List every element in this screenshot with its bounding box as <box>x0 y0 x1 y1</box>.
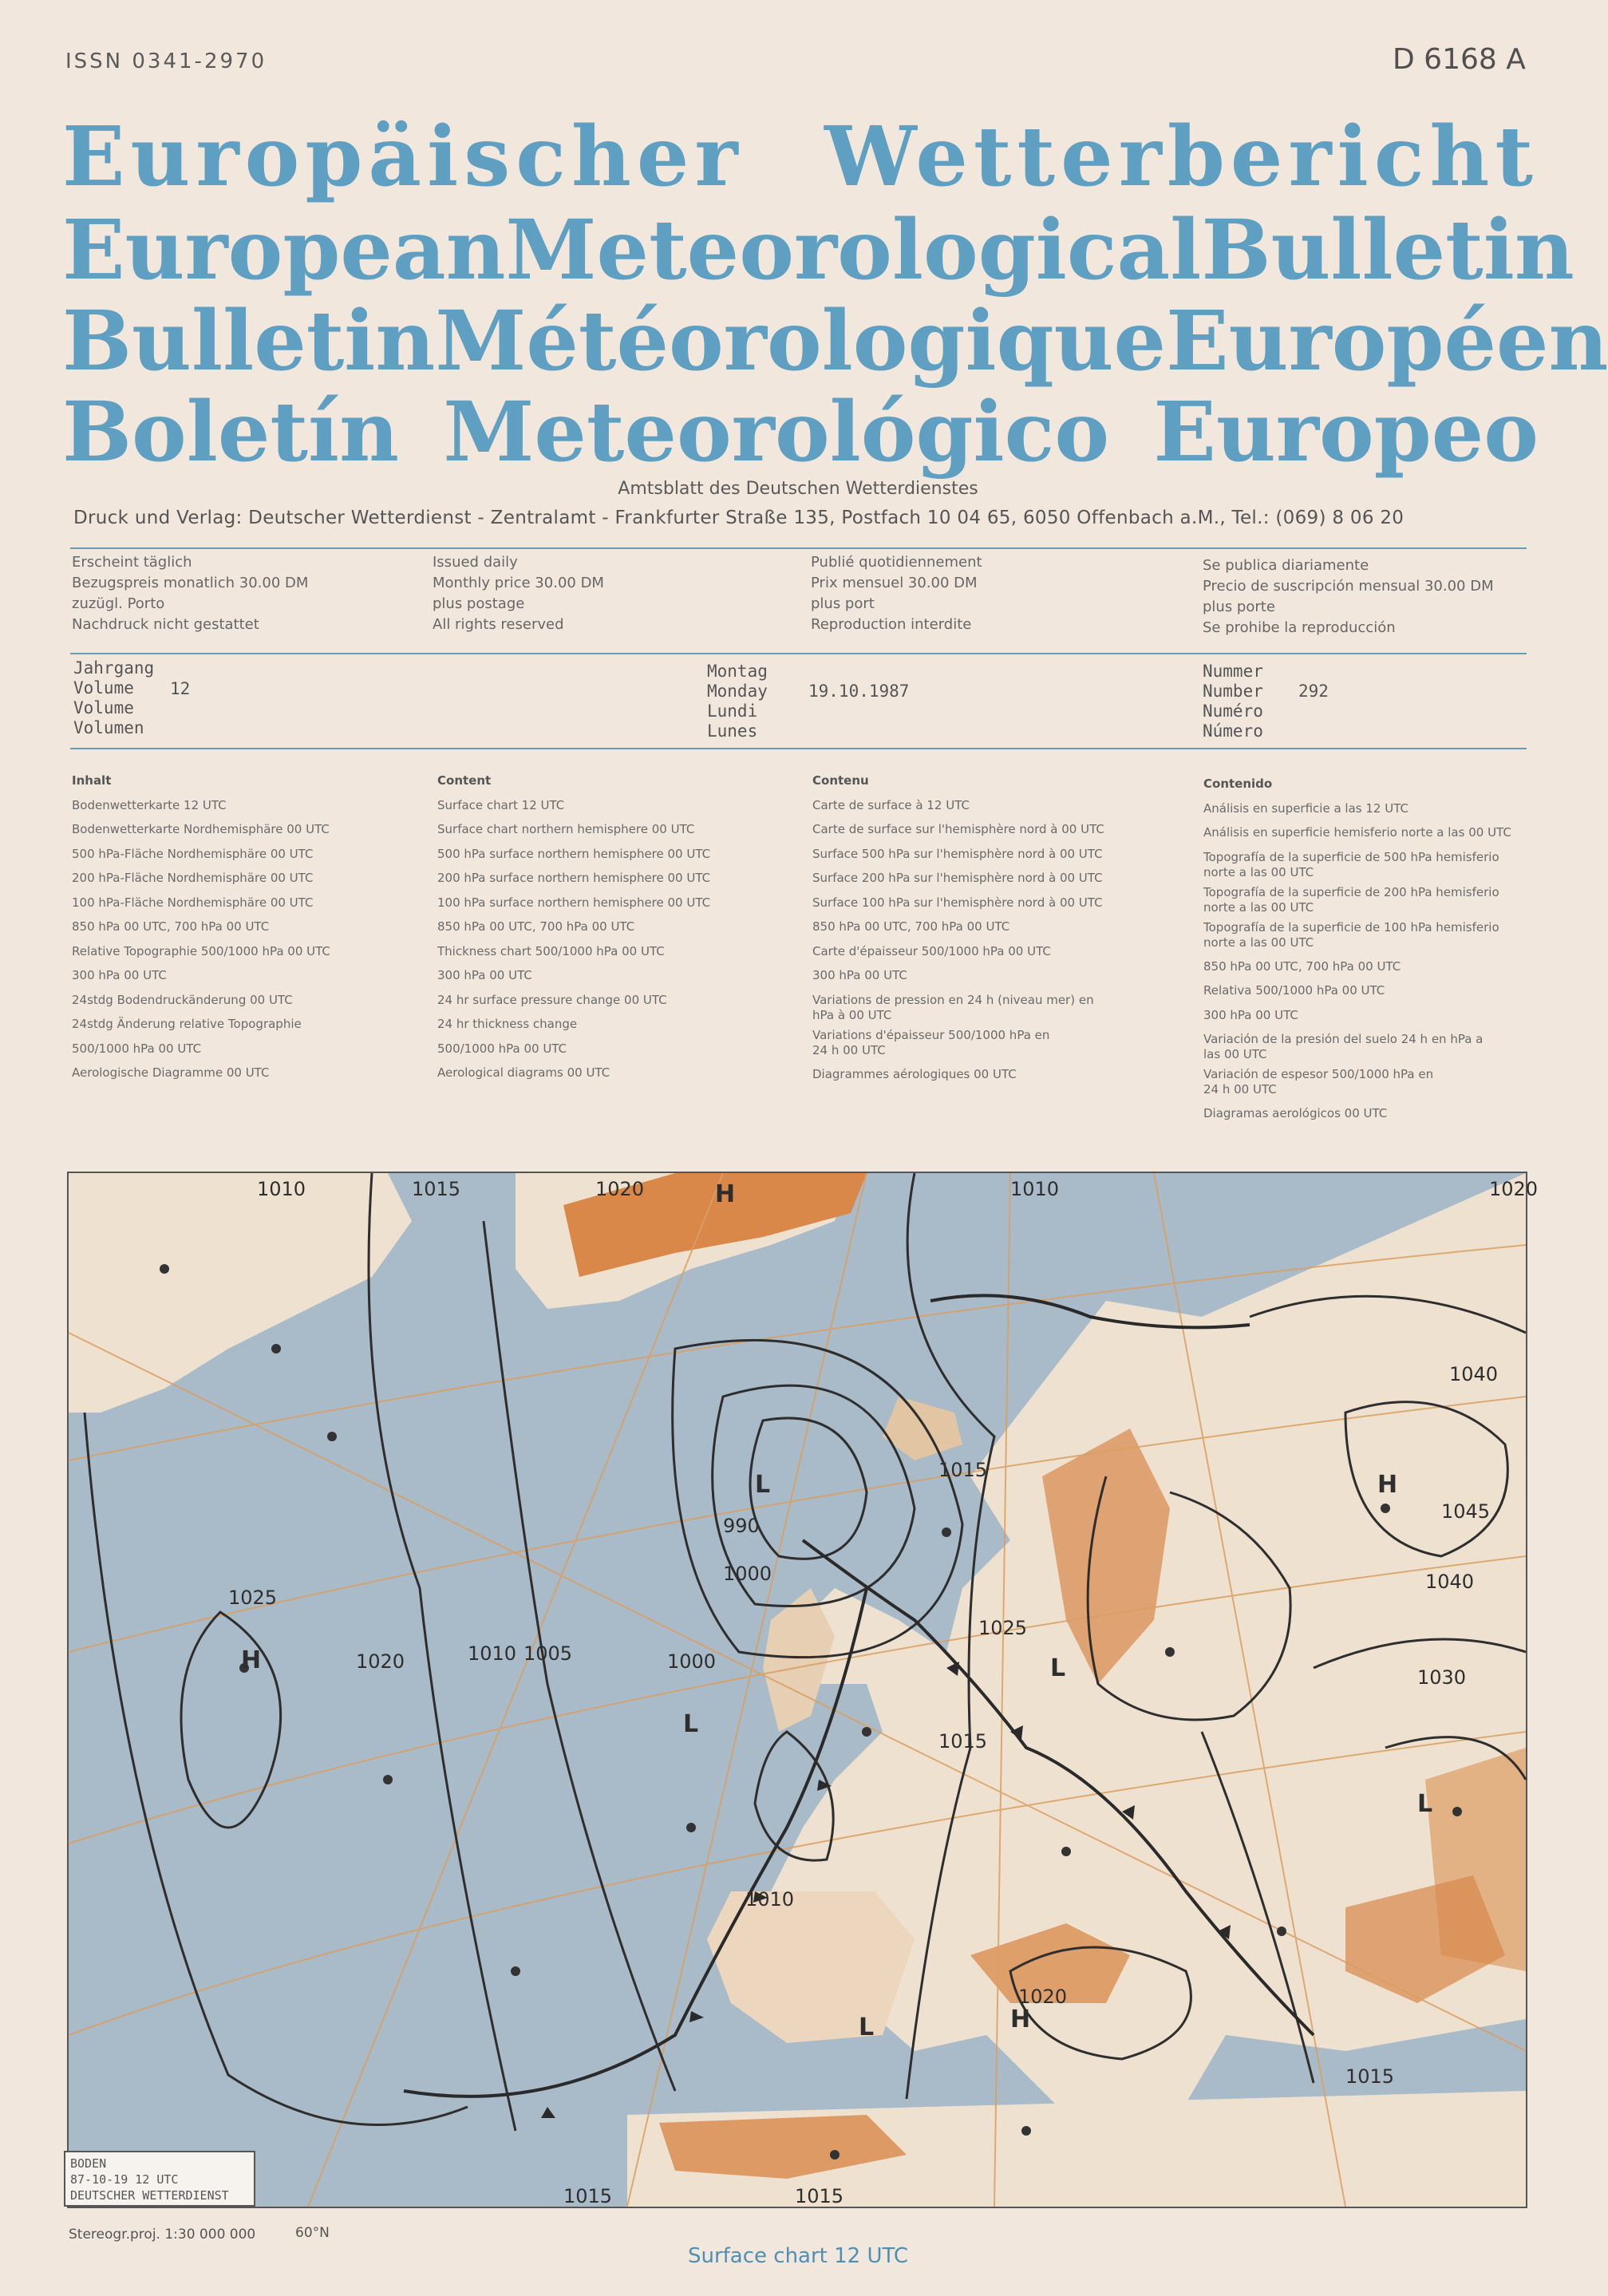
contents-item[interactable]: 850 hPa 00 UTC, 700 hPa 00 UTC <box>812 919 1010 934</box>
number-labels <box>1203 662 1263 741</box>
contents-item[interactable]: 300 hPa 00 UTC <box>812 968 907 982</box>
isobar-label: 990 <box>723 1515 760 1537</box>
station-marker <box>1452 1807 1462 1816</box>
isobar-label: 1015 <box>563 2185 613 2207</box>
station-marker <box>511 1966 520 1976</box>
publication-line: Precio de suscripción mensual 30.00 DM <box>1203 578 1494 595</box>
volume-label: Jahrgang <box>73 658 155 678</box>
publication-line: Se prohibe la reproducción <box>1203 619 1396 636</box>
contents-item[interactable]: Análisis en superficie hemisferio norte a las 00 UTC <box>1203 825 1511 840</box>
isobar-label: 1015 <box>412 1178 461 1200</box>
weather-map-svg <box>69 1173 1539 2207</box>
contents-heading: Contenido <box>1203 777 1273 791</box>
station-marker <box>1165 1647 1175 1657</box>
high-pressure-center: H <box>715 1180 736 1208</box>
high-pressure-center: H <box>241 1646 262 1674</box>
low-pressure-center: L <box>755 1471 771 1499</box>
contents-heading: Contenu <box>812 773 869 788</box>
publication-line: zuzügl. Porto <box>72 595 165 612</box>
isobar-label: 1030 <box>1417 1666 1467 1689</box>
contents-item[interactable]: 500 hPa surface northern hemisphere 00 UTC <box>437 846 711 861</box>
divider <box>70 748 1527 749</box>
isobar-label: 1005 <box>523 1642 573 1665</box>
contents-item[interactable]: Aerologische Diagramme 00 UTC <box>72 1065 270 1080</box>
isobar-label: 1020 <box>1018 1986 1068 2008</box>
map-caption: Surface chart 12 UTC <box>687 2244 909 2268</box>
contents-item[interactable]: Topografía de la superficie de 200 hPa hemisferio norte a las 00 UTC <box>1203 884 1499 915</box>
number-label: Número <box>1203 721 1263 741</box>
title-german: Europäischer Wetterbericht <box>62 109 1539 205</box>
contents-item[interactable]: Bodenwetterkarte 12 UTC <box>72 797 227 812</box>
contents-item[interactable]: Bodenwetterkarte Nordhemisphäre 00 UTC <box>72 822 330 836</box>
station-marker <box>271 1344 281 1353</box>
contents-item[interactable]: Surface 500 hPa sur l'hemisphère nord à 00 UTC <box>812 846 1103 861</box>
low-pressure-center: L <box>683 1710 699 1738</box>
issue-number: 292 <box>1298 682 1329 701</box>
weekday-labels <box>707 662 768 741</box>
contents-item[interactable]: Diagramas aerológicos 00 UTC <box>1203 1106 1388 1120</box>
isobar-label: 1015 <box>938 1459 988 1481</box>
volume-label: Volumen <box>73 718 144 737</box>
publication-line: plus porte <box>1203 599 1275 615</box>
contents-es <box>1203 772 1539 1126</box>
contents-item[interactable]: 100 hPa-Fläche Nordhemisphäre 00 UTC <box>72 895 314 910</box>
contents-item[interactable]: Carte de surface à 12 UTC <box>812 797 970 812</box>
projection-note: Stereogr.proj. 1:30 000 000 <box>69 2227 256 2243</box>
official-gazette-line: Amtsblatt des Deutschen Wetterdienstes <box>618 479 978 499</box>
publication-line: Monthly price 30.00 DM <box>433 575 604 591</box>
contents-item[interactable]: 100 hPa surface northern hemisphere 00 UTC <box>437 895 711 910</box>
contents-item[interactable]: Surface chart 12 UTC <box>437 797 565 812</box>
contents-item[interactable]: Diagrammes aérologiques 00 UTC <box>812 1066 1017 1081</box>
contents-item[interactable]: Relative Topographie 500/1000 hPa 00 UTC <box>72 943 330 958</box>
volume-value: 12 <box>170 679 191 698</box>
weekday-label: Lunes <box>707 721 758 741</box>
volume-labels <box>73 658 154 738</box>
contents-item[interactable]: 200 hPa-Fläche Nordhemisphäre 00 UTC <box>72 871 314 885</box>
isobar-label: 1025 <box>228 1587 278 1609</box>
contents-item[interactable]: Variations d'épaisseur 500/1000 hPa en 24 h 00 UTC <box>812 1027 1050 1057</box>
isobar-label: 1010 <box>468 1642 517 1665</box>
publication-line: Nachdruck nicht gestattet <box>72 616 259 633</box>
publisher-address: Druck und Verlag: Deutscher Wetterdienst - Zentralamt - Frankfurter Straße 135, Postfach 10 04 65, 6050 Offenbach a.M., Tel.: (069) 8 06 20 <box>73 508 1405 528</box>
contents-de <box>72 769 423 1085</box>
latitude-note: 60°N <box>295 2225 330 2241</box>
contents-heading: Inhalt <box>72 773 112 788</box>
contents-en <box>437 769 788 1085</box>
isobar-label: 1020 <box>595 1178 645 1200</box>
publication-code: D 6168 A <box>1393 43 1526 76</box>
station-marker <box>160 1264 169 1274</box>
contents-item[interactable]: 300 hPa 00 UTC <box>72 968 167 982</box>
contents-item[interactable]: 850 hPa 00 UTC, 700 hPa 00 UTC <box>437 919 635 934</box>
isobar-label: 1040 <box>1449 1363 1499 1385</box>
contents-item[interactable]: Análisis en superficie a las 12 UTC <box>1203 800 1408 816</box>
title-french: Bulletin Météorologique Européen <box>62 293 1608 389</box>
number-label: Nummer <box>1203 662 1263 681</box>
weekday-label: Montag <box>707 662 768 681</box>
contents-heading: Content <box>437 773 492 788</box>
low-pressure-center: L <box>1050 1654 1066 1682</box>
isobar-label: 1015 <box>1345 2065 1395 2088</box>
publication-line: All rights reserved <box>433 616 564 633</box>
station-marker <box>686 1823 696 1832</box>
number-label: Numéro <box>1203 701 1263 721</box>
number-label: Number <box>1203 682 1263 701</box>
title-english: European Meteorological Bulletin <box>62 202 1574 298</box>
publication-line: Se publica diariamente <box>1203 557 1369 574</box>
contents-item[interactable]: Relativa 500/1000 hPa 00 UTC <box>1203 983 1385 998</box>
contents-item[interactable]: 500 hPa-Fläche Nordhemisphäre 00 UTC <box>72 846 314 861</box>
title-spanish: Boletín Meteorológico Europeo <box>62 384 1539 480</box>
contents-item[interactable]: 850 hPa 00 UTC, 700 hPa 00 UTC <box>1203 958 1401 974</box>
low-pressure-center: L <box>1417 1790 1433 1818</box>
isobar-label: 1010 <box>257 1178 306 1200</box>
publication-info-fr <box>811 552 982 635</box>
station-marker <box>1061 1847 1071 1856</box>
publication-line: Publié quotidiennement <box>811 554 982 571</box>
legend-line: 87-10-19 12 UTC <box>70 2172 179 2187</box>
station-marker <box>1277 1927 1286 1936</box>
contents-item[interactable]: 24stdg Änderung relative Topographie <box>72 1017 302 1031</box>
issn-number: ISSN 0341-2970 <box>65 49 267 73</box>
legend-line: DEUTSCHER WETTERDIENST <box>70 2188 229 2203</box>
contents-item[interactable]: Topografía de la superficie de 500 hPa hemisferio norte a las 00 UTC <box>1203 849 1499 879</box>
contents-item[interactable]: 24 hr thickness change <box>437 1017 578 1031</box>
contents-item[interactable]: 500/1000 hPa 00 UTC <box>437 1041 567 1056</box>
station-marker <box>862 1727 871 1737</box>
contents-item[interactable]: Thickness chart 500/1000 hPa 00 UTC <box>437 943 665 958</box>
contents-item[interactable]: 200 hPa surface northern hemisphere 00 UTC <box>437 871 711 885</box>
contents-fr <box>812 769 1132 1086</box>
volume-label: Volume <box>73 678 134 697</box>
contents-item[interactable]: 500/1000 hPa 00 UTC <box>72 1041 202 1056</box>
contents-item[interactable]: Surface 200 hPa sur l'hemisphère nord à 00 UTC <box>812 871 1103 885</box>
contents-item[interactable]: Surface 100 hPa sur l'hemisphère nord à 00 UTC <box>812 895 1103 910</box>
volume-label: Volume <box>73 698 134 717</box>
publication-line: plus port <box>811 595 875 612</box>
surface-weather-map[interactable] <box>67 1172 1539 2208</box>
contents-item[interactable]: Variación de la presión del suelo 24 h en hPa a las 00 UTC <box>1203 1032 1484 1061</box>
contents-item[interactable]: 24stdg Bodendruckänderung 00 UTC <box>72 992 293 1007</box>
contents-item[interactable]: 300 hPa 00 UTC <box>437 968 532 982</box>
contents-item[interactable]: Variación de espesor 500/1000 hPa en 24 h 00 UTC <box>1203 1067 1434 1097</box>
publication-line: plus postage <box>433 595 525 612</box>
publication-line: Bezugspreis monatlich 30.00 DM <box>72 575 309 591</box>
issue-date: 19.10.1987 <box>808 682 910 701</box>
publication-line: Prix mensuel 30.00 DM <box>811 575 978 591</box>
divider <box>70 547 1527 549</box>
isobar-label: 1020 <box>356 1650 405 1673</box>
publication-info-en <box>433 552 604 635</box>
publication-line: Reproduction interdite <box>811 616 972 633</box>
isobar-label: 1000 <box>723 1563 772 1585</box>
isobar-label: 1010 <box>745 1888 795 1911</box>
contents-item[interactable]: 850 hPa 00 UTC, 700 hPa 00 UTC <box>72 919 270 934</box>
high-pressure-center: H <box>1010 2006 1031 2033</box>
isobar-label: 1015 <box>795 2185 844 2207</box>
legend-line: BODEN <box>70 2156 107 2171</box>
contents-item[interactable]: Variations de pression en 24 h (niveau mer) en hPa à 00 UTC <box>812 992 1094 1022</box>
isobar-label: 1040 <box>1425 1571 1475 1593</box>
station-marker <box>1021 2126 1031 2136</box>
weekday-label: Lundi <box>707 701 758 721</box>
map-legend-box <box>64 2151 255 2207</box>
publication-info-de <box>72 552 308 635</box>
isobar-label: 1020 <box>1489 1178 1539 1200</box>
station-marker <box>327 1432 337 1441</box>
contents-item[interactable]: Surface chart northern hemisphere 00 UTC <box>437 822 695 836</box>
publication-info-es <box>1203 555 1494 638</box>
contents-item[interactable]: 300 hPa 00 UTC <box>1203 1007 1298 1022</box>
publication-line: Erscheint täglich <box>72 554 192 571</box>
isobar-label: 1045 <box>1441 1500 1491 1523</box>
station-marker <box>1381 1504 1390 1513</box>
divider <box>70 653 1527 654</box>
isobar-label: 1015 <box>938 1730 988 1753</box>
contents-item[interactable]: Aerological diagrams 00 UTC <box>437 1065 610 1080</box>
contents-item[interactable]: 24 hr surface pressure change 00 UTC <box>437 992 667 1007</box>
contents-item[interactable]: Carte d'épaisseur 500/1000 hPa 00 UTC <box>812 943 1051 958</box>
low-pressure-center: L <box>859 2013 875 2041</box>
station-marker <box>942 1527 951 1537</box>
station-marker <box>830 2150 840 2160</box>
contents-item[interactable]: Topografía de la superficie de 100 hPa hemisferio norte a las 00 UTC <box>1203 919 1499 950</box>
high-pressure-center: H <box>1377 1471 1398 1499</box>
isobar-label: 1010 <box>1010 1178 1060 1200</box>
publication-line: Issued daily <box>433 554 518 571</box>
station-marker <box>383 1775 393 1784</box>
isobar-label: 1000 <box>667 1650 717 1673</box>
weekday-label: Monday <box>707 682 768 701</box>
isobar-label: 1025 <box>978 1617 1028 1639</box>
contents-item[interactable]: Carte de surface sur l'hemisphère nord à 00 UTC <box>812 822 1104 836</box>
